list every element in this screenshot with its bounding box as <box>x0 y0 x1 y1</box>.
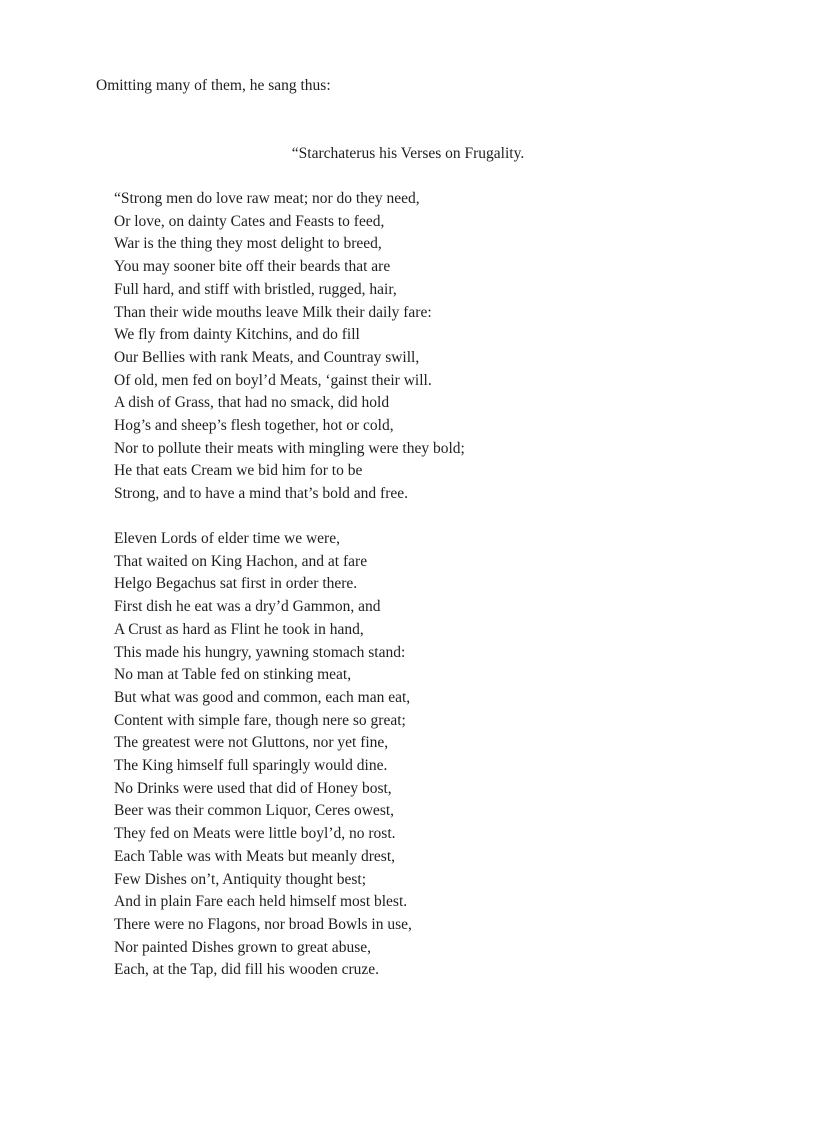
poem-line: No man at Table fed on stinking meat, <box>114 666 352 684</box>
poem-line: We fly from dainty Kitchins, and do fill <box>114 326 360 344</box>
poem-line: Content with simple fare, though nere so great; <box>114 711 406 729</box>
poem-line: He that eats Cream we bid him for to be <box>114 462 363 480</box>
poem-line: Each Table was with Meats but meanly drest, <box>114 847 395 865</box>
poem-line: “Strong men do love raw meat; nor do they need, <box>114 190 420 207</box>
poem-line: Eleven Lords of elder time we were, <box>114 530 340 547</box>
stanza-1 <box>114 188 465 506</box>
poem-line: That waited on King Hachon, and at fare <box>114 552 368 570</box>
poem-line: Strong, and to have a mind that’s bold and free. <box>114 485 409 503</box>
poem-line: A Crust as hard as Flint he took in hand, <box>114 620 364 638</box>
poem-title: “Starchaterus his Verses on Frugality. <box>291 145 525 162</box>
poem-line: Nor painted Dishes grown to great abuse, <box>114 938 371 956</box>
poem-line: Our Bellies with rank Meats, and Countray swill, <box>114 348 420 366</box>
poem-line: Than their wide mouths leave Milk their daily fare: <box>114 303 432 321</box>
poem-line: But what was good and common, each man eat, <box>114 688 411 706</box>
poem-line: Full hard, and stiff with bristled, rugged, hair, <box>114 280 397 298</box>
poem-line: This made his hungry, yawning stomach stand: <box>114 643 406 661</box>
poem-line: A dish of Grass, that had no smack, did hold <box>114 394 390 412</box>
poem-line: Helgo Begachus sat first in order there. <box>114 575 358 593</box>
poem-line: There were no Flagons, nor broad Bowls in use, <box>114 915 412 933</box>
poem-line: Or love, on dainty Cates and Feasts to feed, <box>114 212 385 230</box>
intro-line: Omitting many of them, he sang thus: <box>96 77 331 94</box>
poem-line: Nor to pollute their meats with mingling were they bold; <box>114 439 465 457</box>
stanza-2 <box>114 528 412 982</box>
poem-line: First dish he eat was a dry’d Gammon, and <box>114 598 381 616</box>
poem-line: The greatest were not Gluttons, nor yet fine, <box>114 734 389 752</box>
poem-line: They fed on Meats were little boyl’d, no rost. <box>114 825 396 843</box>
poem-line: Hog’s and sheep’s flesh together, hot or cold, <box>114 417 394 435</box>
poem-line: Of old, men fed on boyl’d Meats, ‘gainst their will. <box>114 371 432 389</box>
poem-line: You may sooner bite off their beards that are <box>114 258 391 276</box>
poem-line: War is the thing they most delight to breed, <box>114 235 382 253</box>
poem-line: Few Dishes on’t, Antiquity thought best; <box>114 870 367 888</box>
poem-line: No Drinks were used that did of Honey bost, <box>114 779 392 797</box>
poem-line: Beer was their common Liquor, Ceres owest, <box>114 802 395 820</box>
poem-line: And in plain Fare each held himself most blest. <box>114 893 408 911</box>
poem-line: Each, at the Tap, did fill his wooden cruze. <box>114 961 380 979</box>
poem-line: The King himself full sparingly would dine. <box>114 757 388 775</box>
